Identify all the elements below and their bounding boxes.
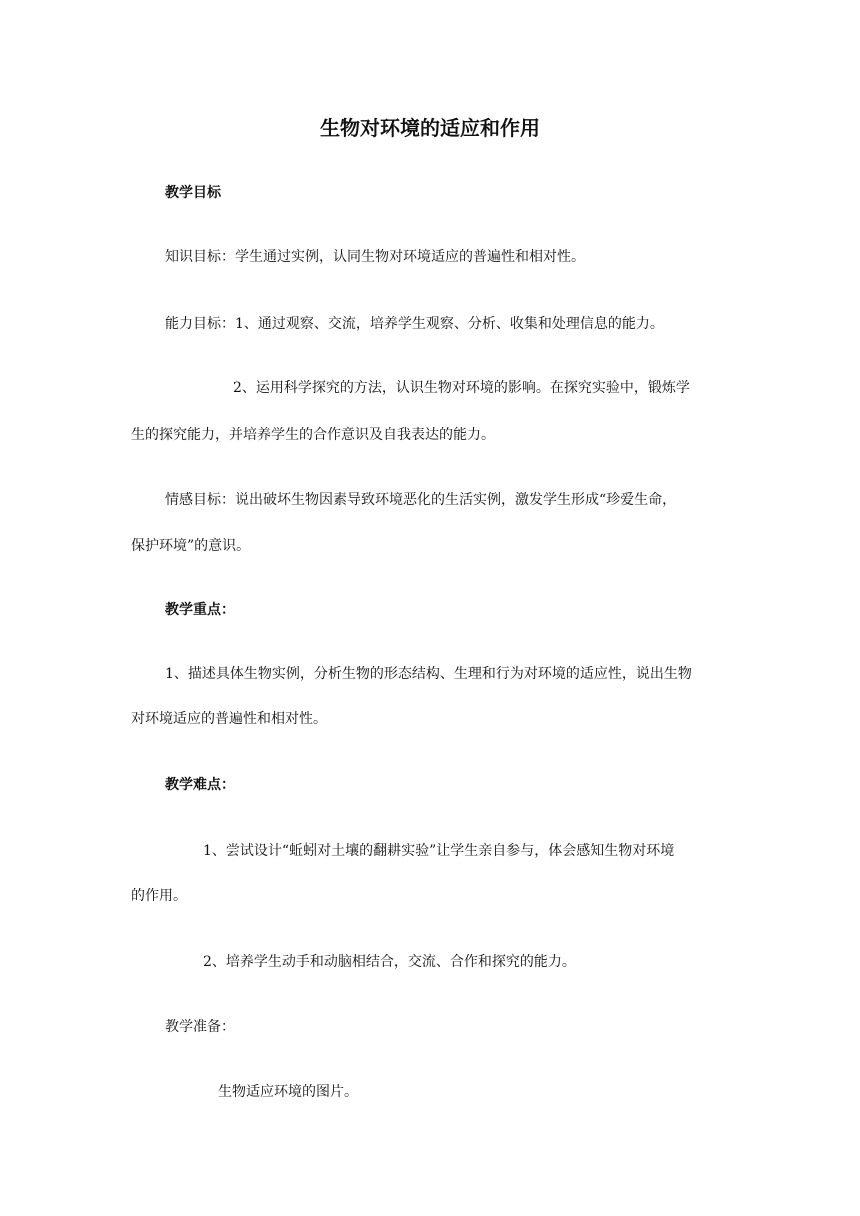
heading-key-points: 教学重点： [165, 602, 235, 618]
heading-difficulties: 教学难点： [165, 777, 235, 793]
heading-teaching-objectives: 教学目标 [165, 185, 221, 201]
key-point-1-line-1: 1、描述具体生物实例，分析生物的形态结构、生理和行为对环境的适应性，说出生物 [165, 666, 692, 682]
difficulty-2-text: 2、培养学生动手和动脑相结合，交流、合作和探究的能力。 [203, 954, 576, 970]
preparation-item: 生物适应环境的图片。 [218, 1084, 358, 1100]
difficulty-1-line-2: 的作用。 [131, 888, 187, 904]
emotion-goal-line-1: 情感目标：说出破坏生物因素导致环境恶化的生活实例，激发学生形成“珍爱生命， [165, 492, 677, 508]
ability-goal-2-line-1: 2、运用科学探究的方法，认识生物对环境的影响。在探究实验中，锻炼学 [233, 380, 690, 396]
difficulty-1-line-1: 1、尝试设计“蚯蚓对土壤的翻耕实验”让学生亲自参与，体会感知生物对环境 [203, 843, 675, 859]
knowledge-goal-text: 知识目标：学生通过实例，认同生物对环境适应的普遍性和相对性。 [165, 249, 585, 265]
emotion-goal-line-2: 保护环境”的意识。 [131, 538, 251, 554]
ability-goal-2-line-2: 生的探究能力，并培养学生的合作意识及自我表达的能力。 [131, 427, 495, 443]
key-point-1-line-2: 对环境适应的普遍性和相对性。 [131, 711, 327, 727]
document-title: 生物对环境的适应和作用 [320, 116, 540, 140]
heading-preparation: 教学准备： [165, 1019, 235, 1035]
ability-goal-1-text: 能力目标：1、通过观察、交流，培养学生观察、分析、收集和处理信息的能力。 [165, 316, 664, 332]
